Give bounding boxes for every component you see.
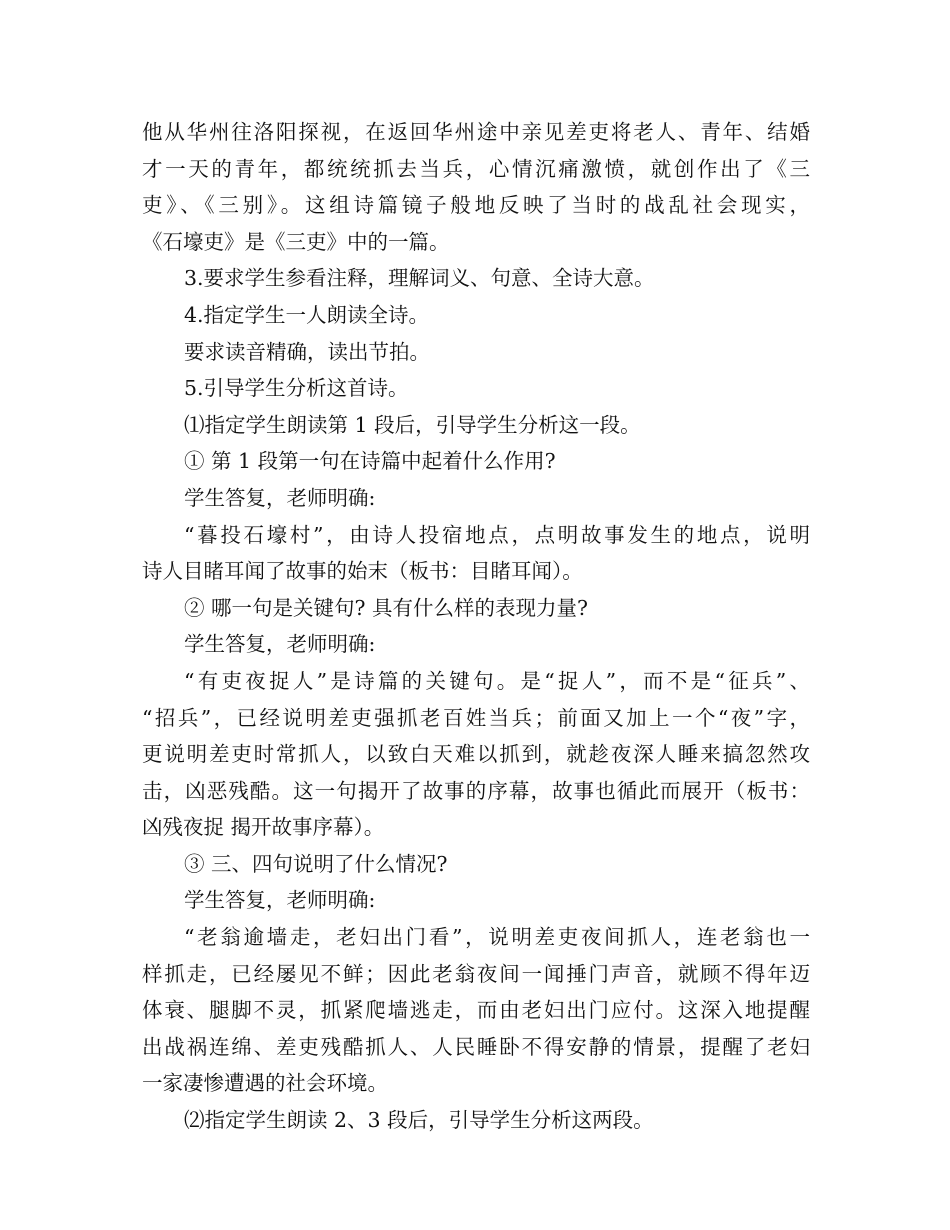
text-line: ② 哪一句是关键句? 具有什么样的表现力量? [184, 595, 589, 620]
text-line: 凶残夜捉 揭开故事序幕）。 [142, 815, 385, 840]
text-line: “有吏夜捉人”是诗篇的关键句。是“捉人”，而不是“征兵”、 [184, 668, 810, 693]
text-line: 才一天的青年，都统统抓去当兵，心情沉痛激愤，就创作出了《三 [142, 156, 810, 181]
text-line: 出战祸连绵、差吏残酷抓人、人民睡卧不得安静的情景，提醒了老妇 [142, 1034, 810, 1059]
text-line: ① 第 1 段第一句在诗篇中起着什么作用? [184, 449, 556, 474]
document-page [142, 114, 810, 1139]
text-line: ⑴指定学生朗读第 1 段后，引导学生分析这一段。 [184, 412, 641, 437]
text-line: 击，凶恶残酷。这一句揭开了故事的序幕，故事也循此而展开（板书： [142, 778, 810, 803]
text-line: 诗人目睹耳闻了故事的始末（板书：目睹耳闻）。 [142, 559, 583, 584]
text-line: 吏》、《三别》。这组诗篇镜子般地反映了当时的战乱社会现实， [142, 193, 810, 218]
text-line: 5.引导学生分析这首诗。 [184, 376, 409, 401]
text-line: ⑵指定学生朗读 2、3 段后，引导学生分析这两段。 [184, 1108, 654, 1133]
text-line: 样抓走，已经屡见不鲜；因此老翁夜间一闻捶门声音，就顾不得年迈 [142, 961, 810, 986]
text-line: 4.指定学生一人朗读全诗。 [184, 302, 430, 327]
text-line: 一家凄惨遭遇的社会环境。 [142, 1071, 388, 1096]
text-line: 体衰、腿脚不灵，抓紧爬墙逃走，而由老妇出门应付。这深入地提醒 [142, 998, 810, 1023]
text-line: 3.要求学生参看注释，理解词义、句意、全诗大意。 [184, 266, 655, 291]
text-line: 更说明差吏时常抓人，以致白天难以抓到，就趁夜深人睡来搞忽然攻 [142, 742, 810, 767]
text-line: 要求读音精确，读出节拍。 [184, 339, 430, 364]
text-line: 《石壕吏》是《三吏》中的一篇。 [142, 229, 450, 254]
text-line: 学生答复，老师明确: [184, 888, 376, 913]
text-line: “老翁逾墙走，老妇出门看”，说明差吏夜间抓人，连老翁也一 [184, 925, 810, 950]
text-line: 学生答复，老师明确: [184, 485, 376, 510]
text-line: “招兵”，已经说明差吏强抓老百姓当兵；前面又加上一个“夜”字， [142, 705, 810, 730]
text-line: “暮投石壕村”，由诗人投宿地点，点明故事发生的地点，说明 [184, 522, 810, 547]
text-line: 他从华州往洛阳探视，在返回华州途中亲见差吏将老人、青年、结婚 [142, 120, 810, 144]
text-line: 学生答复，老师明确: [184, 632, 376, 657]
text-line: ③ 三、四句说明了什么情况? [184, 851, 448, 876]
